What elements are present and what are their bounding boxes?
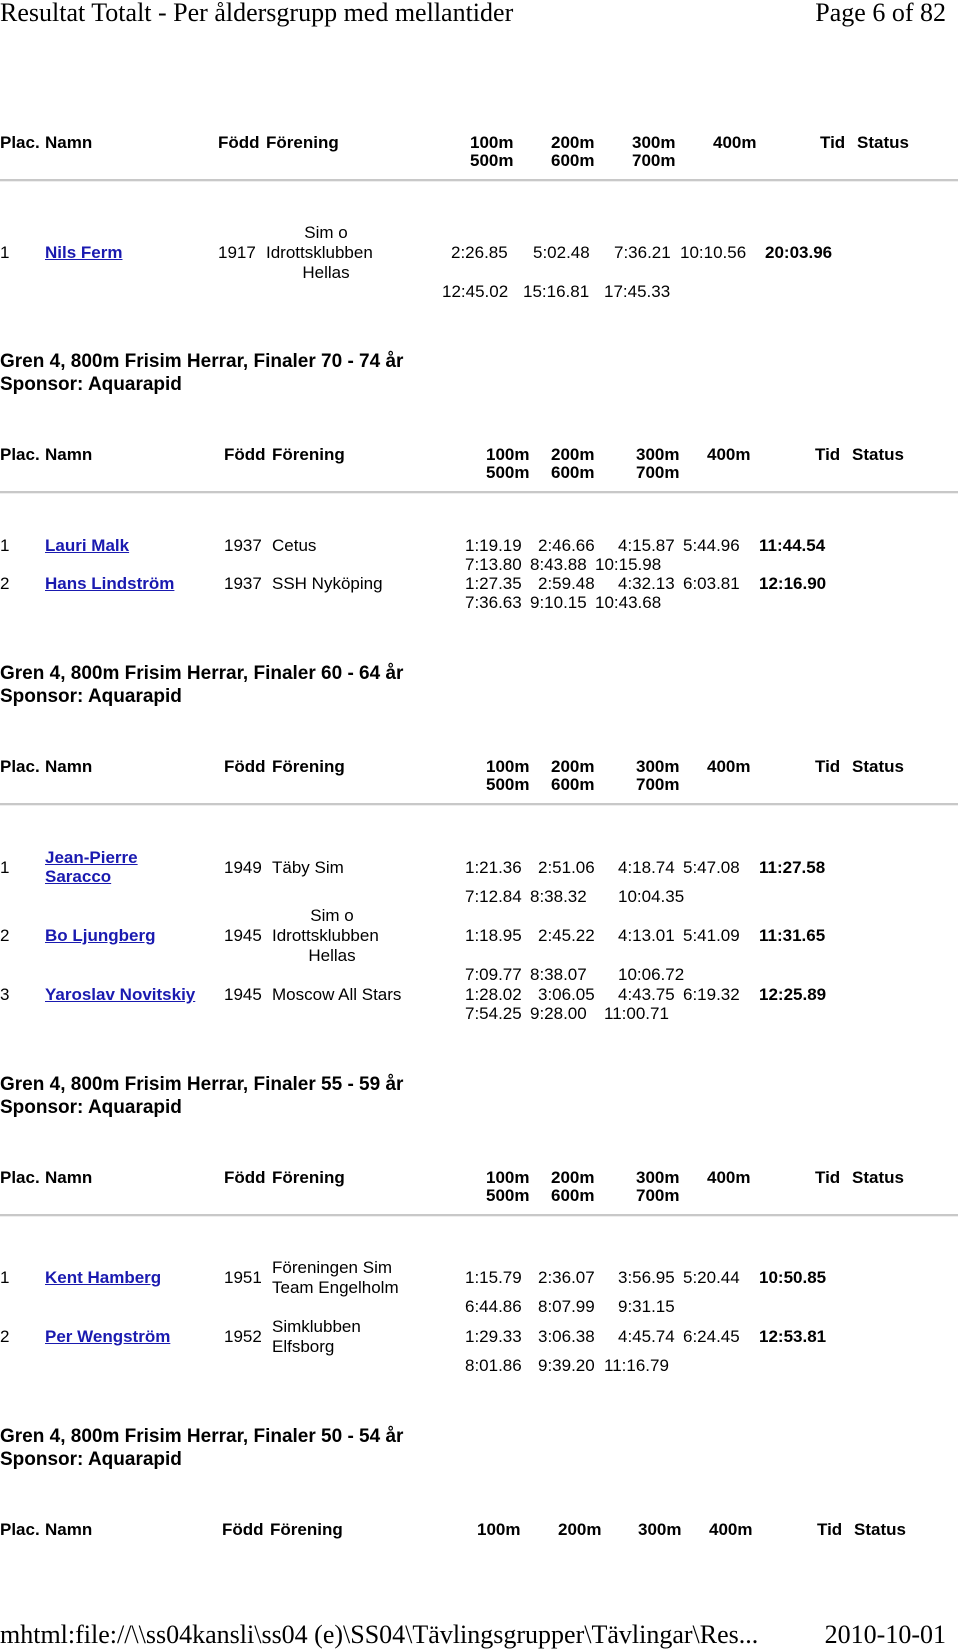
col-status: Status <box>854 1520 906 1539</box>
event-title: Gren 4, 800m Frisim Herrar, Finaler 60 - 64 år <box>0 663 404 684</box>
col-fodd: Född <box>224 1168 266 1187</box>
split-100: 1:21.36 <box>465 858 522 877</box>
swimmer-link[interactable]: Nils Ferm <box>45 243 123 262</box>
plac: 2 <box>0 574 10 593</box>
col-100m: 100m <box>486 445 530 464</box>
split-500: 7:36.63 <box>465 593 522 612</box>
col-tid: Tid <box>820 133 846 152</box>
final-time: 12:16.90 <box>759 574 827 593</box>
col-300m: 300m <box>636 757 680 776</box>
col-700m: 700m <box>636 775 680 794</box>
split-600: 8:43.88 <box>530 555 587 574</box>
col-namn: Namn <box>45 445 93 464</box>
plac: 2 <box>0 1327 10 1346</box>
club-line2: Idrottsklubben <box>266 243 373 262</box>
swimmer-link[interactable]: Bo Ljungberg <box>45 926 156 945</box>
split-300: 7:36.21 <box>614 243 671 262</box>
split-500: 6:44.86 <box>465 1297 522 1316</box>
split-500: 7:09.77 <box>465 965 522 984</box>
split-200: 2:51.06 <box>538 858 595 877</box>
club-line1: Föreningen Sim <box>272 1258 393 1277</box>
sponsor: Sponsor: Aquarapid <box>0 1449 182 1470</box>
final-time: 11:44.54 <box>759 536 826 555</box>
sponsor: Sponsor: Aquarapid <box>0 374 182 395</box>
col-plac: Plac. <box>0 133 40 152</box>
final-time: 10:50.85 <box>759 1268 827 1287</box>
split-400: 10:10.56 <box>680 243 747 262</box>
col-tid: Tid <box>817 1520 843 1539</box>
split-300: 4:15.87 <box>618 536 675 555</box>
club-line2: Idrottsklubben <box>272 926 379 945</box>
club-line3: Hellas <box>308 946 356 965</box>
split-600: 15:16.81 <box>523 282 590 301</box>
col-300m: 300m <box>636 1168 680 1187</box>
col-plac: Plac. <box>0 1168 40 1187</box>
split-700: 11:00.71 <box>604 1004 669 1023</box>
final-time: 11:27.58 <box>759 858 826 877</box>
split-300: 4:32.13 <box>618 574 675 593</box>
plac: 1 <box>0 243 10 262</box>
split-700: 10:43.68 <box>595 593 662 612</box>
col-status: Status <box>852 445 904 464</box>
col-200m: 200m <box>551 445 595 464</box>
split-100: 2:26.85 <box>451 243 508 262</box>
col-300m: 300m <box>636 445 680 464</box>
plac: 1 <box>0 1268 10 1287</box>
club-line2: Team Engelholm <box>272 1278 399 1297</box>
split-600: 9:28.00 <box>530 1004 587 1023</box>
col-700m: 700m <box>636 1186 680 1205</box>
split-200: 2:45.22 <box>538 926 595 945</box>
club-line1: Simklubben <box>272 1317 361 1336</box>
col-300m: 300m <box>632 133 676 152</box>
col-plac: Plac. <box>0 757 40 776</box>
event-title: Gren 4, 800m Frisim Herrar, Finaler 50 - 54 år <box>0 1426 404 1447</box>
col-plac: Plac. <box>0 445 40 464</box>
split-100: 1:18.95 <box>465 926 522 945</box>
split-700: 11:16.79 <box>604 1356 669 1375</box>
split-600: 8:38.32 <box>530 887 587 906</box>
col-fodd: Född <box>224 445 266 464</box>
col-400m: 400m <box>713 133 757 152</box>
col-400m: 400m <box>709 1520 753 1539</box>
col-forening: Förening <box>272 1168 345 1187</box>
split-700: 10:06.72 <box>618 965 685 984</box>
page-header-title: Resultat Totalt - Per åldersgrupp med mellantider <box>0 0 514 27</box>
club: Täby Sim <box>272 858 344 877</box>
split-500: 7:12.84 <box>465 887 522 906</box>
born: 1945 <box>224 985 262 1004</box>
col-300m: 300m <box>638 1520 682 1539</box>
split-500: 8:01.86 <box>465 1356 522 1375</box>
split-300: 4:45.74 <box>618 1327 675 1346</box>
born: 1937 <box>224 574 262 593</box>
page-footer-path: mhtml:file://\\ss04kansli\ss04 (e)\SS04\Tävlingsgrupper\Tävlingar\Res... <box>0 1620 759 1649</box>
final-time: 12:53.81 <box>759 1327 827 1346</box>
col-plac: Plac. <box>0 1520 40 1539</box>
col-500m: 500m <box>486 775 530 794</box>
sponsor: Sponsor: Aquarapid <box>0 686 182 707</box>
swimmer-link[interactable]: Hans Lindström <box>45 574 175 593</box>
col-fodd: Född <box>222 1520 264 1539</box>
split-600: 9:39.20 <box>538 1356 595 1375</box>
split-600: 8:07.99 <box>538 1297 595 1316</box>
event-title: Gren 4, 800m Frisim Herrar, Finaler 55 - 59 år <box>0 1074 404 1095</box>
split-200: 5:02.48 <box>533 243 590 262</box>
event-title: Gren 4, 800m Frisim Herrar, Finaler 70 - 74 år <box>0 351 404 372</box>
col-600m: 600m <box>551 151 595 170</box>
born: 1937 <box>224 536 262 555</box>
born: 1949 <box>224 858 262 877</box>
col-forening: Förening <box>272 445 345 464</box>
col-namn: Namn <box>45 757 93 776</box>
split-400: 6:24.45 <box>683 1327 740 1346</box>
split-700: 10:04.35 <box>618 887 685 906</box>
split-300: 4:13.01 <box>618 926 675 945</box>
split-500: 12:45.02 <box>442 282 509 301</box>
club: SSH Nyköping <box>272 574 383 593</box>
plac: 3 <box>0 985 10 1004</box>
born: 1945 <box>224 926 262 945</box>
sponsor: Sponsor: Aquarapid <box>0 1097 182 1118</box>
col-700m: 700m <box>632 151 676 170</box>
col-400m: 400m <box>707 1168 751 1187</box>
swimmer-link[interactable]: Kent Hamberg <box>45 1268 162 1287</box>
col-200m: 200m <box>551 757 595 776</box>
club: Cetus <box>272 536 317 555</box>
col-200m: 200m <box>551 133 595 152</box>
split-600: 9:10.15 <box>530 593 587 612</box>
split-500: 7:13.80 <box>465 555 522 574</box>
header-divider <box>0 803 958 806</box>
split-100: 1:29.33 <box>465 1327 522 1346</box>
col-tid: Tid <box>815 445 841 464</box>
col-500m: 500m <box>486 1186 530 1205</box>
split-200: 3:06.38 <box>538 1327 595 1346</box>
swimmer-link-line2[interactable]: Saracco <box>45 867 112 886</box>
swimmer-link-line1[interactable]: Jean-Pierre <box>45 848 138 867</box>
col-tid: Tid <box>815 757 841 776</box>
col-namn: Namn <box>45 1520 93 1539</box>
split-400: 6:19.32 <box>683 985 740 1004</box>
split-100: 1:15.79 <box>465 1268 522 1287</box>
col-200m: 200m <box>558 1520 602 1539</box>
col-namn: Namn <box>45 1168 93 1187</box>
split-400: 5:47.08 <box>683 858 740 877</box>
final-time: 12:25.89 <box>759 985 827 1004</box>
club-line1: Sim o <box>304 223 348 242</box>
split-400: 6:03.81 <box>683 574 740 593</box>
split-300: 3:56.95 <box>618 1268 675 1287</box>
page-footer-date: 2010-10-01 <box>824 1620 946 1649</box>
swimmer-link[interactable]: Lauri Malk <box>45 536 130 555</box>
col-700m: 700m <box>636 463 680 482</box>
split-400: 5:41.09 <box>683 926 740 945</box>
col-100m: 100m <box>486 757 530 776</box>
swimmer-link[interactable]: Yaroslav Novitskiy <box>45 985 196 1004</box>
col-600m: 600m <box>551 463 595 482</box>
split-300: 4:43.75 <box>618 985 675 1004</box>
split-200: 2:46.66 <box>538 536 595 555</box>
header-divider <box>0 179 958 182</box>
final-time: 20:03.96 <box>765 243 833 262</box>
col-100m: 100m <box>486 1168 530 1187</box>
club-line3: Hellas <box>302 263 350 282</box>
split-700: 17:45.33 <box>604 282 671 301</box>
born: 1951 <box>224 1268 262 1287</box>
header-divider <box>0 1214 958 1217</box>
page-number: Page 6 of 82 <box>815 0 946 27</box>
col-600m: 600m <box>551 775 595 794</box>
col-500m: 500m <box>470 151 514 170</box>
col-200m: 200m <box>551 1168 595 1187</box>
split-700: 10:15.98 <box>595 555 662 574</box>
plac: 1 <box>0 536 10 555</box>
col-forening: Förening <box>272 757 345 776</box>
split-700: 9:31.15 <box>618 1297 675 1316</box>
born: 1952 <box>224 1327 262 1346</box>
split-300: 4:18.74 <box>618 858 675 877</box>
col-100m: 100m <box>470 133 514 152</box>
swimmer-link[interactable]: Per Wengström <box>45 1327 171 1346</box>
split-600: 8:38.07 <box>530 965 587 984</box>
col-fodd: Född <box>224 757 266 776</box>
split-100: 1:19.19 <box>465 536 522 555</box>
col-namn: Namn <box>45 133 93 152</box>
col-status: Status <box>857 133 909 152</box>
born: 1917 <box>218 243 256 262</box>
col-400m: 400m <box>707 757 751 776</box>
col-400m: 400m <box>707 445 751 464</box>
split-200: 3:06.05 <box>538 985 595 1004</box>
col-500m: 500m <box>486 463 530 482</box>
club-line1: Sim o <box>310 906 354 925</box>
col-100m: 100m <box>477 1520 521 1539</box>
final-time: 11:31.65 <box>759 926 826 945</box>
split-400: 5:44.96 <box>683 536 740 555</box>
club-line2: Elfsborg <box>272 1337 335 1356</box>
col-tid: Tid <box>815 1168 841 1187</box>
club: Moscow All Stars <box>272 985 402 1004</box>
split-200: 2:36.07 <box>538 1268 595 1287</box>
col-forening: Förening <box>270 1520 343 1539</box>
split-500: 7:54.25 <box>465 1004 522 1023</box>
plac: 2 <box>0 926 10 945</box>
split-200: 2:59.48 <box>538 574 595 593</box>
col-status: Status <box>852 757 904 776</box>
col-fodd: Född <box>218 133 260 152</box>
col-forening: Förening <box>266 133 339 152</box>
split-100: 1:27.35 <box>465 574 522 593</box>
split-400: 5:20.44 <box>683 1268 740 1287</box>
header-divider <box>0 491 958 494</box>
plac: 1 <box>0 858 10 877</box>
split-100: 1:28.02 <box>465 985 522 1004</box>
col-600m: 600m <box>551 1186 595 1205</box>
col-status: Status <box>852 1168 904 1187</box>
